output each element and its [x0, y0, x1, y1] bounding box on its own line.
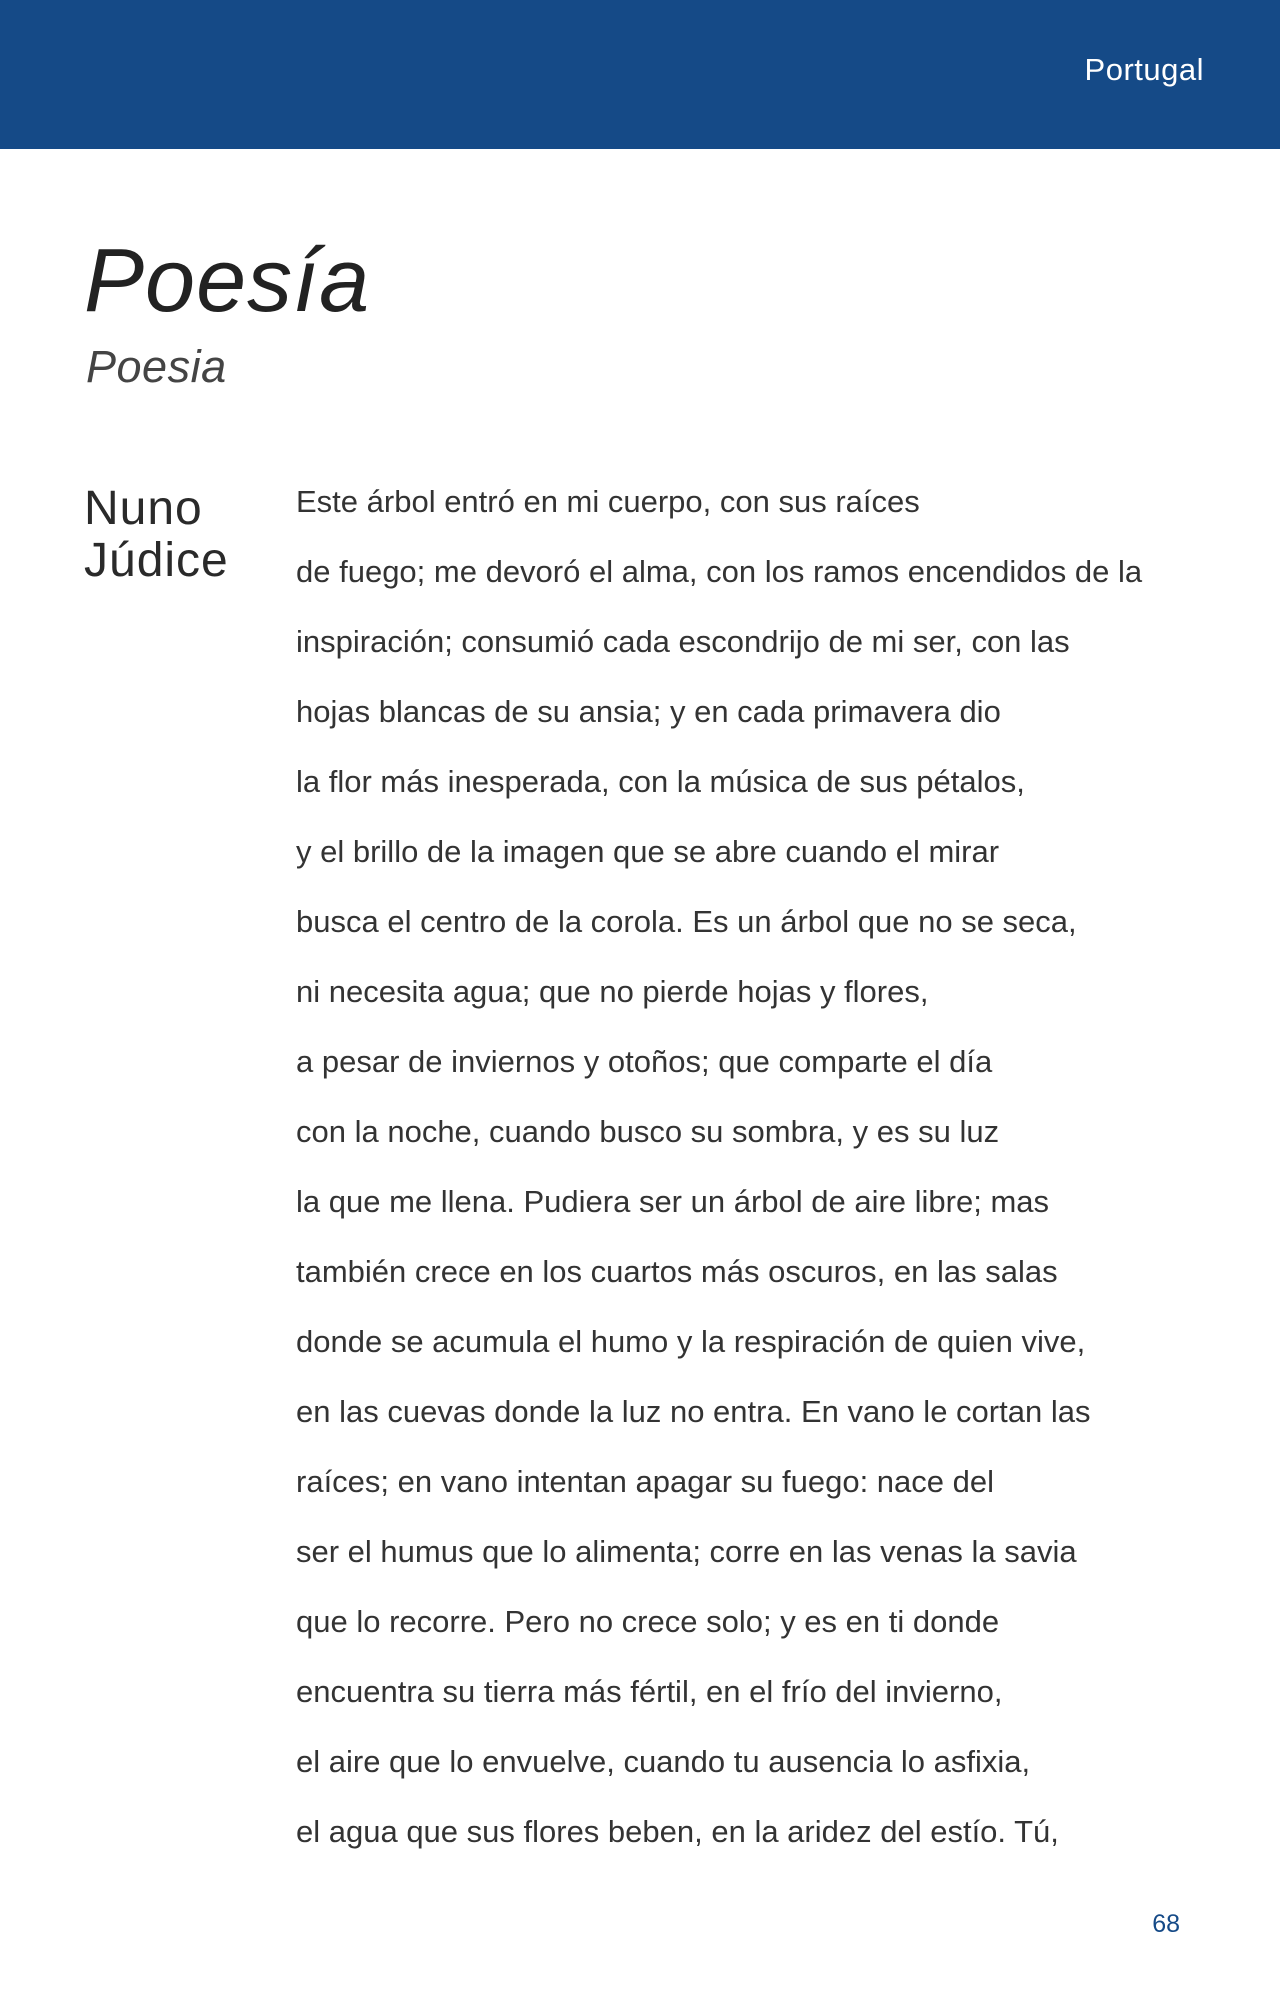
author-last-name: Júdice: [84, 534, 229, 587]
poem-line: inspiración; consumió cada escondrijo de mi ser, con las: [296, 624, 1070, 659]
poem-line: que lo recorre. Pero no crece solo; y es en ti donde: [296, 1604, 1000, 1639]
poem-line: también crece en los cuartos más oscuros, en las salas: [296, 1254, 1058, 1289]
poem-line: el aire que lo envuelve, cuando tu ausencia lo asfixia,: [296, 1744, 1031, 1779]
poem-line: en las cuevas donde la luz no entra. En vano le cortan las: [296, 1394, 1091, 1429]
header-band: [0, 0, 1280, 149]
country-label: Portugal: [1084, 52, 1204, 87]
poem-text: [296, 482, 1216, 1882]
poem-line: raíces; en vano intentan apagar su fuego: nace del: [296, 1464, 994, 1499]
poem-line: encuentra su tierra más fértil, en el frío del invierno,: [296, 1674, 1003, 1709]
page-number: 68: [1152, 1910, 1180, 1938]
poem-line: de fuego; me devoró el alma, con los ramos encendidos de la: [296, 554, 1143, 589]
poem-line: Este árbol entró en mi cuerpo, con sus raíces: [296, 484, 920, 519]
author-name: [84, 483, 294, 587]
poem-line: con la noche, cuando busco su sombra, y es su luz: [296, 1114, 1000, 1149]
poem-line: ni necesita agua; que no pierde hojas y flores,: [296, 974, 929, 1009]
poem-line: la que me llena. Pudiera ser un árbol de aire libre; mas: [296, 1184, 1050, 1219]
section-subtitle: Poesia: [86, 341, 227, 392]
poem-line: busca el centro de la corola. Es un árbol que no se seca,: [296, 904, 1077, 939]
poem-line: el agua que sus flores beben, en la aridez del estío. Tú,: [296, 1814, 1059, 1849]
author-first-name: Nuno: [84, 482, 203, 535]
poem-line: hojas blancas de su ansia; y en cada primavera dio: [296, 694, 1001, 729]
poem-line: ser el humus que lo alimenta; corre en las venas la savia: [296, 1534, 1077, 1569]
poem-line: donde se acumula el humo y la respiración de quien vive,: [296, 1324, 1086, 1359]
poem-line: la flor más inesperada, con la música de sus pétalos,: [296, 764, 1025, 799]
poem-line: y el brillo de la imagen que se abre cuando el mirar: [296, 834, 1000, 869]
section-title: Poesía: [84, 231, 371, 331]
poem-line: a pesar de inviernos y otoños; que comparte el día: [296, 1044, 993, 1079]
